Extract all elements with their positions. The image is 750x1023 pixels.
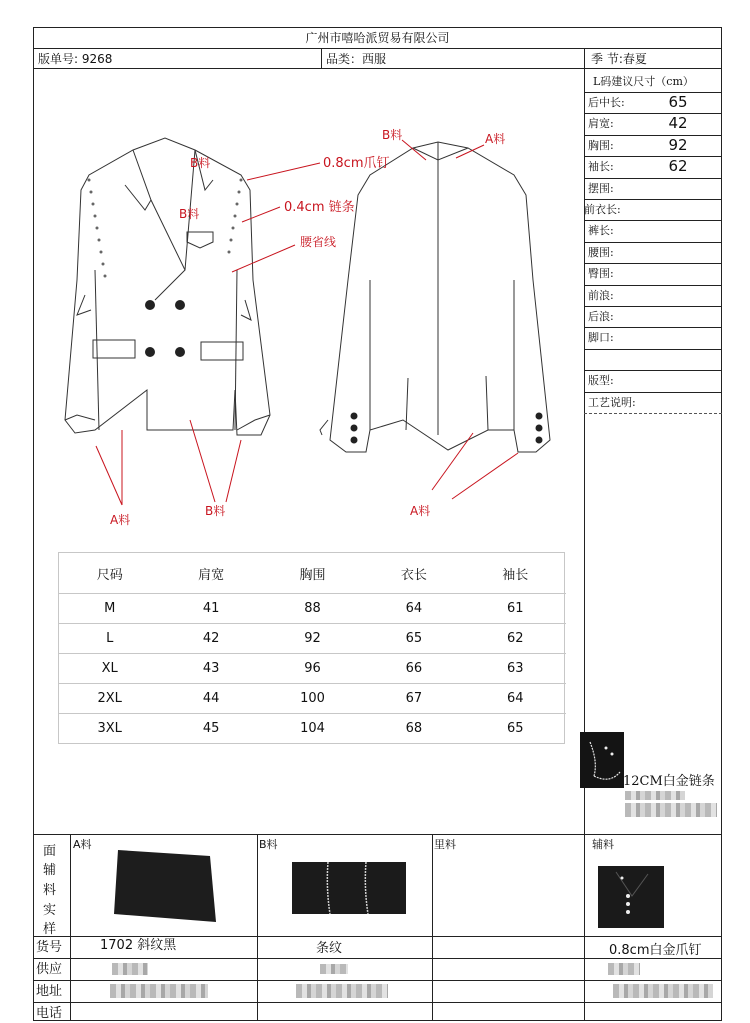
chain-accessory-label: 12CM白金链条: [623, 774, 715, 789]
divider: [432, 834, 433, 936]
divider: [33, 834, 722, 835]
blurred-address: [296, 984, 388, 998]
size-table-cell: 41: [160, 594, 261, 624]
spec-row-label: 臀围:: [588, 267, 614, 281]
divider: [584, 834, 585, 936]
blurred-supplier: [608, 963, 640, 975]
blurred-supplier: [112, 963, 148, 975]
spec-row-label: 摆围:: [588, 181, 614, 195]
season-label: 季 节:春夏: [591, 52, 647, 66]
label-a-fabric: A料: [485, 132, 506, 146]
size-table-row: [59, 594, 566, 624]
spec-row-label: 肩宽:: [588, 117, 614, 131]
size-table-cell: 尺码: [96, 567, 123, 583]
fabric-row-label: 地址: [36, 984, 63, 999]
spec-row-label: 后中长:: [588, 96, 625, 109]
fabric-b-swatch: [290, 860, 408, 916]
blurred-text: [625, 803, 717, 817]
size-table-cell: 衣长: [400, 567, 427, 583]
fabric-row-label: 货号: [36, 940, 63, 955]
size-table-cell: 袖长: [502, 567, 529, 583]
size-table-cell: 64: [465, 684, 566, 714]
spec-row-label: 裤长:: [588, 224, 614, 238]
size-table-cell: 44: [160, 684, 261, 714]
spec-row-value: 42: [668, 114, 688, 133]
fabric-a-item-no: 1702 斜纹黑: [100, 938, 177, 953]
label-chain: 0.4cm 链条: [284, 200, 355, 215]
label-b-fabric: B料: [205, 504, 226, 518]
fabric-col-label: 里料: [434, 838, 456, 851]
size-table-cell: 肩宽: [198, 567, 225, 583]
divider: [257, 936, 258, 1021]
label-a-fabric: A料: [110, 513, 131, 527]
size-table-cell: 65: [363, 624, 464, 654]
spec-row-label: 腰围:: [588, 245, 614, 259]
size-table-cell: 3XL: [59, 714, 160, 744]
spec-row-label: 前浪:: [588, 288, 614, 302]
size-table-cell: L: [59, 624, 160, 654]
trim-stud-swatch: [598, 866, 664, 928]
side-label-char: 面: [43, 844, 57, 859]
divider: [584, 936, 585, 1021]
label-b-fabric: B料: [179, 207, 200, 221]
divider: [70, 834, 71, 1021]
fabric-b-item-no: 条纹: [316, 941, 343, 956]
label-a-fabric: A料: [410, 504, 431, 518]
spec-row-label: 版型:: [588, 374, 614, 388]
size-table-row: [59, 654, 566, 684]
size-table-cell: 104: [262, 714, 363, 744]
divider: [33, 958, 722, 959]
side-label-char: 实: [43, 903, 57, 918]
size-table-cell: 胸围: [299, 567, 326, 583]
spec-row-value: 65: [668, 93, 688, 111]
fabric-col-label: 辅料: [592, 838, 614, 851]
fabric-row-label: 供应: [36, 962, 63, 977]
fabric-a-swatch: [112, 848, 222, 924]
size-table-cell: 64: [363, 594, 464, 624]
fabric-row-label: 电话: [36, 1006, 63, 1021]
size-table-header: [59, 553, 566, 594]
divider: [33, 936, 722, 937]
size-table-cell: 2XL: [59, 684, 160, 714]
side-label-char: 料: [43, 883, 57, 898]
size-table-row: [59, 714, 566, 744]
divider: [33, 980, 722, 981]
company-title: 广州市嘻哈派贸易有限公司: [305, 31, 450, 45]
size-table-cell: 96: [262, 654, 363, 684]
category-label: 品类：西服: [326, 52, 387, 66]
fabric-col-label: B料: [259, 838, 278, 851]
size-table-cell: 65: [465, 714, 566, 744]
size-table-cell: 67: [363, 684, 464, 714]
spec-row-label: 前衣长:: [584, 203, 621, 216]
label-b-fabric: B料: [382, 128, 403, 142]
size-table-cell: 43: [160, 654, 261, 684]
spec-row-label: 脚口:: [588, 331, 614, 345]
label-waist-dart: 腰省线: [300, 235, 337, 249]
divider: [33, 1002, 722, 1003]
spec-row-label: 后浪:: [588, 310, 614, 323]
size-table-cell: 62: [465, 624, 566, 654]
spec-title: L码建议尺寸（cm）: [593, 75, 694, 88]
blurred-address: [110, 984, 208, 998]
size-table-cell: 68: [363, 714, 464, 744]
side-label-char: 辅: [43, 863, 57, 878]
divider: [257, 834, 258, 936]
size-table: [58, 552, 565, 744]
size-table-cell: 92: [262, 624, 363, 654]
trim-item-no: 0.8cm白金爪钉: [609, 943, 702, 958]
size-table-cell: 100: [262, 684, 363, 714]
size-table-cell: M: [59, 594, 160, 624]
label-b-fabric: B料: [190, 156, 211, 170]
size-table-cell: 88: [262, 594, 363, 624]
fabric-col-label: A料: [73, 838, 92, 851]
size-table-cell: 63: [465, 654, 566, 684]
size-table-cell: 66: [363, 654, 464, 684]
divider: [432, 936, 433, 1021]
size-table-cell: 42: [160, 624, 261, 654]
chain-accessory-image: [580, 732, 624, 788]
spec-row-label: 袖长:: [588, 160, 614, 174]
blurred-supplier: [320, 964, 348, 974]
size-table-row: [59, 684, 566, 714]
size-table-cell: 45: [160, 714, 261, 744]
blurred-text: [625, 791, 685, 800]
size-table-row: [59, 624, 566, 654]
spec-row-value: 62: [668, 157, 688, 176]
size-table-cell: XL: [59, 654, 160, 684]
size-table-cell: 61: [465, 594, 566, 624]
label-stud: 0.8cm爪钉: [323, 156, 390, 171]
order-number: 版单号: 9268: [38, 52, 113, 66]
side-label-char: 样: [43, 922, 57, 937]
spec-row-label: 胸围:: [588, 138, 614, 152]
spec-row-value: 92: [668, 135, 688, 154]
blurred-address: [613, 984, 713, 998]
spec-row-label: 工艺说明:: [588, 395, 636, 409]
